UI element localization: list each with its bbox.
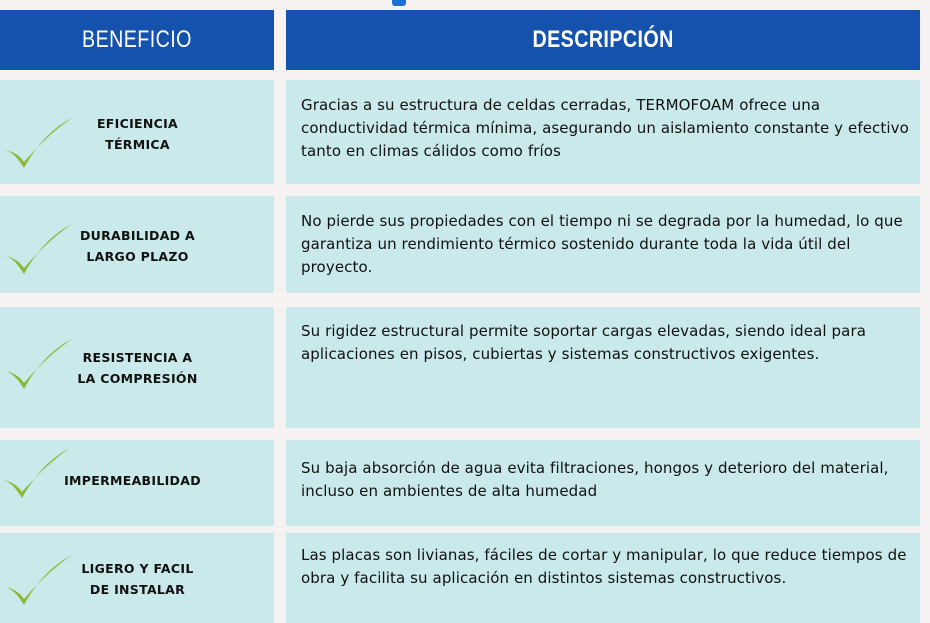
description-text: Su baja absorción de agua evita filtraciones, hongos y deterioro del material, incluso en ambientes de alta humedad (301, 459, 889, 500)
header-benefit (0, 10, 274, 70)
benefit-cell (0, 80, 274, 184)
header-description-label: DESCRIPCIÓN (532, 26, 674, 53)
table-row (0, 533, 930, 623)
benefit-cell (0, 196, 274, 293)
table-row (0, 440, 930, 526)
description-cell (286, 80, 920, 184)
top-accent-mark (392, 0, 406, 6)
table-row (0, 80, 930, 184)
benefit-label: IMPERMEABILIDAD (64, 473, 201, 488)
header-benefit-label: BENEFICIO (82, 26, 192, 53)
description-cell (286, 440, 920, 526)
benefit-label: EFICIENCIA TÉRMICA (96, 116, 179, 152)
description-text: Gracias a su estructura de celdas cerradas, TERMOFOAM ofrece una conductividad térmica mínima, asegurando un aislamiento constante y efectivo tanto en climas cálidos como fríos (301, 96, 909, 160)
description-text: Las placas son livianas, fáciles de cortar y manipular, lo que reduce tiempos de obra y facilita su aplicación en distintos sistemas constructivos. (301, 546, 907, 587)
benefit-cell (0, 533, 274, 623)
description-cell (286, 196, 920, 293)
description-text: Su rigidez estructural permite soportar cargas elevadas, siendo ideal para aplicaciones en pisos, cubiertas y sistemas constructivos exigentes. (301, 322, 867, 363)
description-text: No pierde sus propiedades con el tiempo ni se degrada por la humedad, lo que garantiza un rendimiento térmico sostenido durante toda la vida útil del proyecto. (301, 212, 903, 276)
benefit-label: LIGERO Y FACIL DE INSTALAR (81, 561, 194, 597)
table-row (0, 196, 930, 293)
benefit-cell (0, 307, 274, 428)
benefit-label: DURABILIDAD A LARGO PLAZO (80, 228, 195, 264)
benefit-cell (0, 440, 274, 526)
header-description (286, 10, 920, 70)
description-cell (286, 533, 920, 623)
description-cell (286, 307, 920, 428)
table-row (0, 307, 930, 428)
benefit-label: RESISTENCIA A LA COMPRESIÓN (77, 350, 198, 386)
